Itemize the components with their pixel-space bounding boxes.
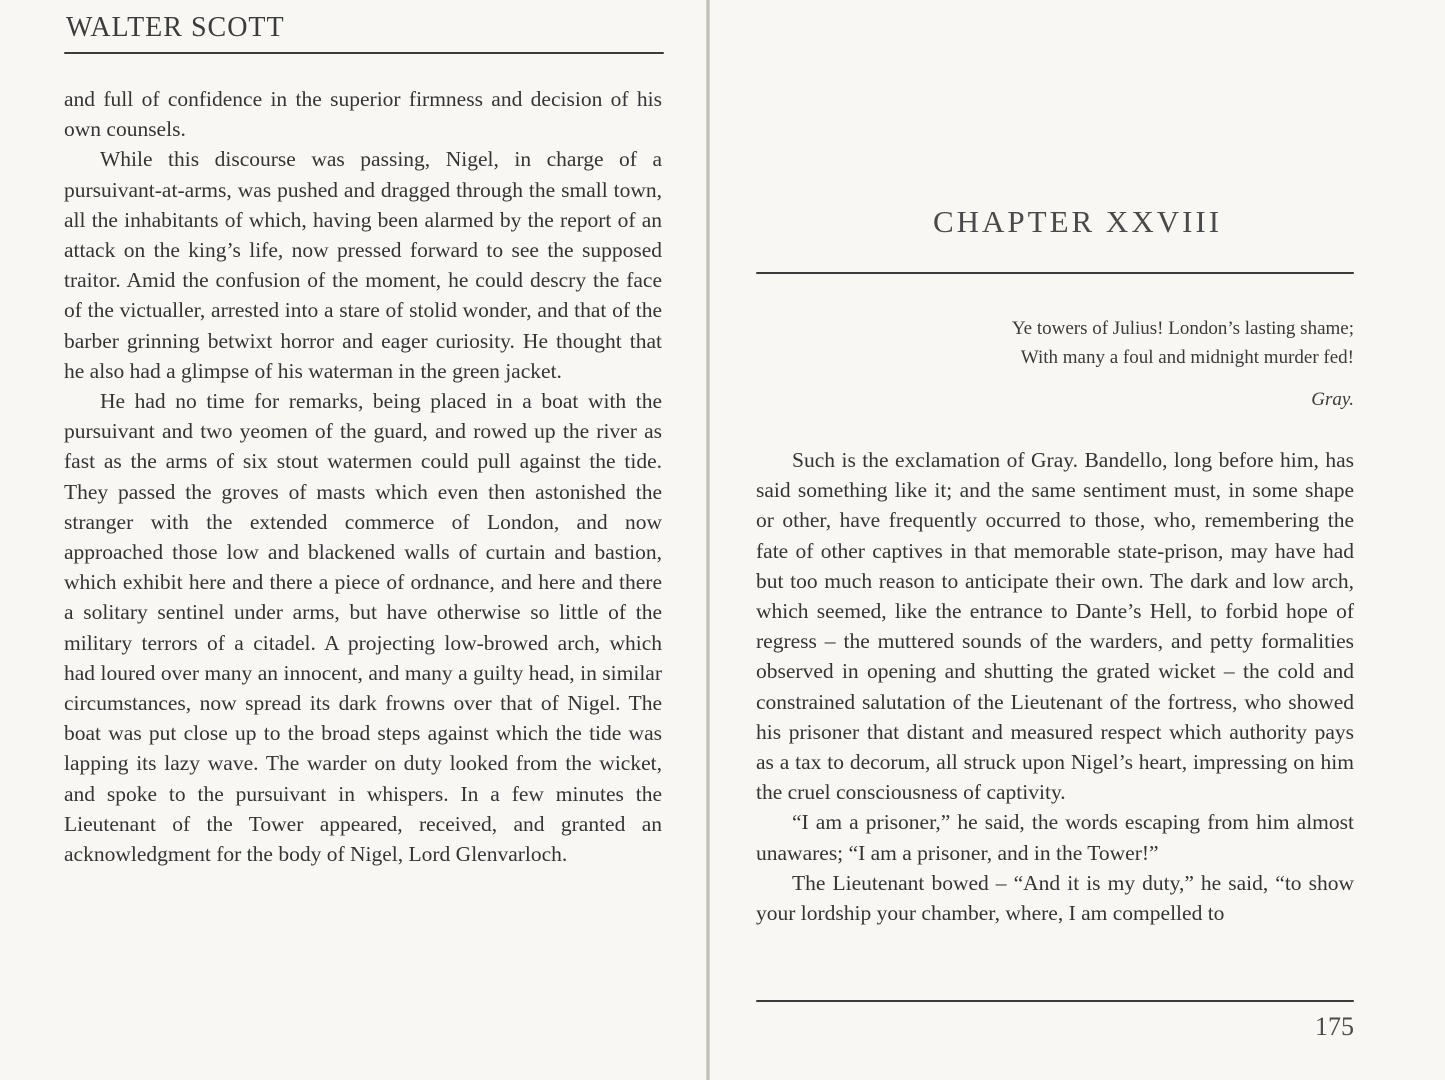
paragraph: He had no time for remarks, being placed in a boat with the pursuivant and two yeomen of the guard, and rowed up the river as fast as the arms of six stout watermen could pull against the tide. They passed the groves of masts which even then astonished the stranger with the extended commerce of London, and now approached those low and blackened walls of curtain and bastion, which exhibit here and there a piece of ordnance, and here and there a solitary sentinel under arms, but have otherwise so little of the military terrors of a citadel. A projecting low-browed arch, which had loured over many an innocent, and many a guilty head, in similar circumstances, now spread its dark frowns over that of Nigel. The boat was put close up to the broad steps against which the tide was lapping its lazy wave. The warder on duty looked from the wicket, and spoke to the pursuivant in whispers. In a few minutes the Lieutenant of the Tower appeared, received, and granted an acknowledgment for the body of Nigel, Lord Glenvarloch.	[64, 389, 662, 867]
chapter-title: CHAPTER XXVIII	[932, 204, 1223, 239]
left-page-text	[64, 84, 662, 869]
footer-rule	[756, 1000, 1354, 1002]
page-number: 175	[1315, 1012, 1354, 1041]
paragraph: and full of confidence in the superior firmness and decision of his own counsels.	[64, 87, 662, 142]
epigraph-attribution: Gray.	[1311, 389, 1354, 410]
epigraph-line: With many a foul and midnight murder fed!	[1020, 347, 1354, 368]
paragraph: Such is the exclamation of Gray. Bandello, long before him, has said something like it; and the same sentiment must, in some shape or other, have frequently occurred to those, who, remembering the fate of other captives in that memorable state-prison, may have had but too much reason to anticipate their own. The dark and low arch, which seemed, like the entrance to Dante’s Hell, to forbid hope of regress – the muttered sounds of the warders, and petty formalities observed in opening and shutting the grated wicket – the cold and constrained salutation of the Lieutenant of the fortress, who showed his prisoner that distant and measured respect which authority pays as a tax to decorum, all struck upon Nigel’s heart, impressing on him the cruel consciousness of captivity.	[756, 448, 1354, 805]
epigraph	[756, 314, 1354, 414]
paragraph: The Lieutenant bowed – “And it is my duty,” he said, “to show your lordship your chamber, where, I am compelled to	[756, 870, 1354, 926]
header-rule	[64, 52, 664, 54]
running-head: WALTER SCOTT	[66, 12, 285, 43]
book-gutter	[706, 0, 710, 1080]
chapter-rule	[756, 272, 1354, 274]
epigraph-line: Ye towers of Julius! London’s lasting shame;	[1011, 318, 1354, 339]
paragraph: “I am a prisoner,” he said, the words escaping from him almost unawares; “I am a prisoner, and in the Tower!”	[756, 810, 1354, 865]
paragraph: While this discourse was passing, Nigel, in charge of a pursuivant-at-arms, was pushed and dragged through the small town, all the inhabitants of which, having been alarmed by the report of an attack on the king’s life, now pressed forward to see the supposed traitor. Amid the confusion of the moment, he could descry the face of the victualler, arrested into a stare of stolid wonder, and that of the barber grinning betwixt horror and eager curiosity. He thought that he also had a glimpse of his waterman in the green jacket.	[64, 147, 662, 383]
right-page-text	[756, 445, 1354, 928]
